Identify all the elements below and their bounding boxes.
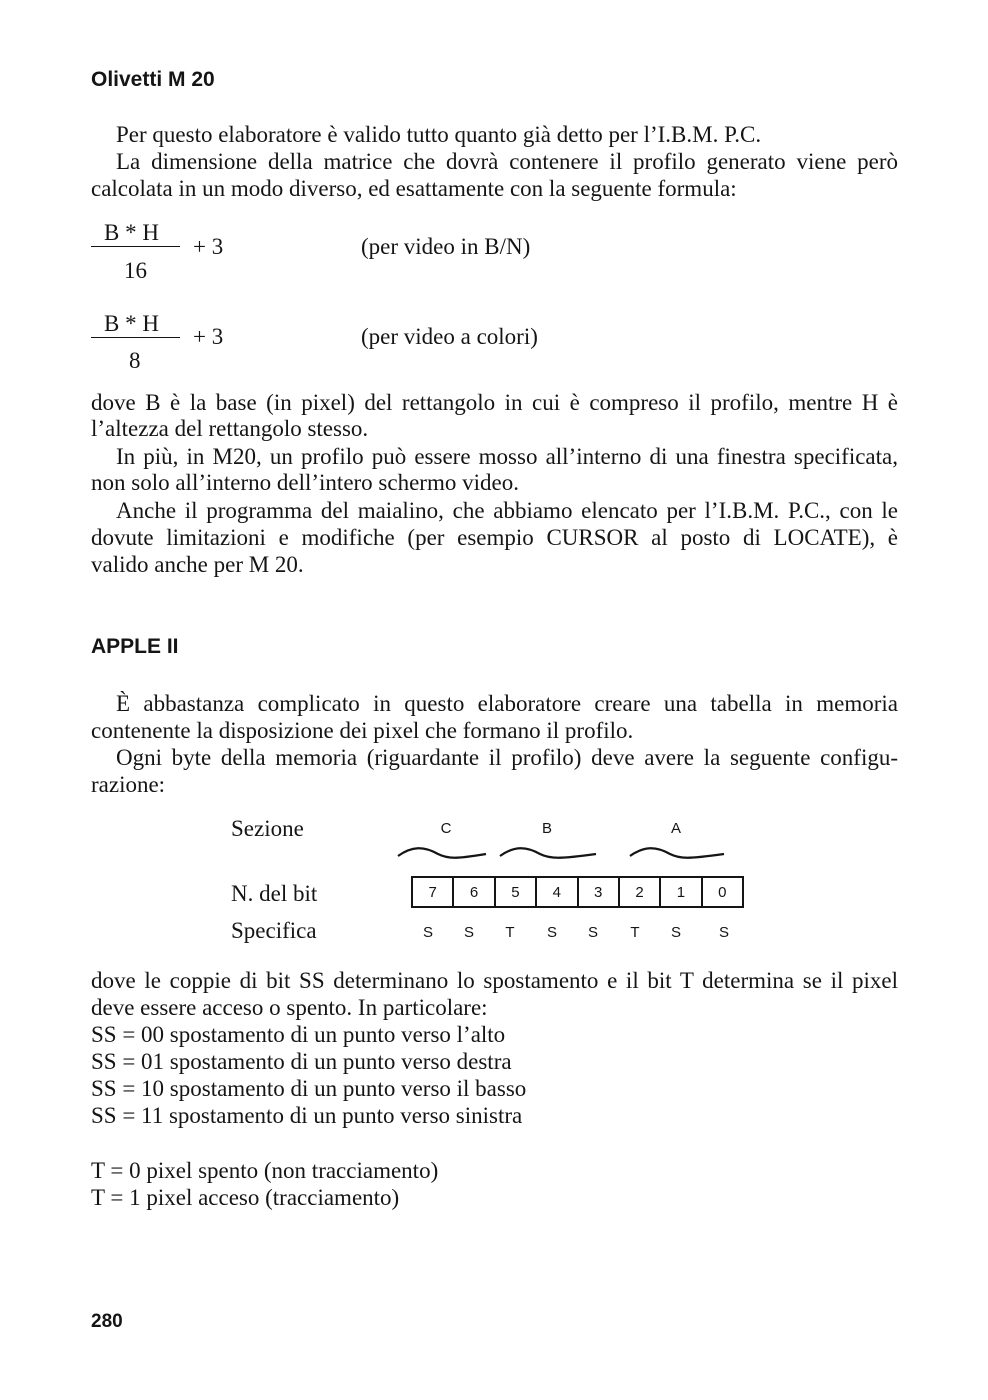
paragraph-line: Ogni byte della memoria (riguardante il profilo) deve avere la seguente configu-	[116, 745, 898, 770]
spec-letter: S	[546, 924, 557, 941]
formula-note: (per video a colori)	[361, 324, 538, 349]
section-letter-c: C	[440, 820, 452, 837]
page-number: 280	[91, 1311, 123, 1332]
bit-cell: 2	[620, 878, 661, 906]
spec-letter: S	[463, 924, 474, 941]
spec-letter: T	[505, 924, 515, 941]
section-heading-olivetti: Olivetti M 20	[91, 68, 215, 91]
list-item: SS = 10 spostamento di un punto verso il basso	[91, 1076, 527, 1101]
brace-b	[500, 848, 596, 858]
fraction-bar	[91, 246, 180, 247]
row-label-spec: Specifica	[231, 918, 317, 943]
bit-cell: 3	[579, 878, 620, 906]
list-item: SS = 00 spostamento di un punto verso l’alto	[91, 1022, 506, 1047]
formula-denominator: 8	[129, 348, 141, 373]
formula-plus: + 3	[193, 234, 224, 259]
section-letter-b: B	[541, 820, 552, 837]
paragraph-line: dove le coppie di bit SS determinano lo spostamento e il bit T determina se il pixel	[91, 968, 898, 993]
spec-letter: S	[670, 924, 681, 941]
formula-plus: + 3	[193, 324, 224, 349]
paragraph-line: razione:	[91, 772, 166, 797]
list-item: T = 0 pixel spento (non tracciamento)	[91, 1158, 439, 1183]
spec-letter: S	[718, 924, 729, 941]
paragraph-line: Per questo elaboratore è valido tutto quanto già detto per l’I.B.M. P.C.	[116, 122, 762, 147]
row-label-section: Sezione	[231, 816, 304, 841]
bit-box	[411, 876, 744, 908]
paragraph-line: contenente la disposizione dei pixel che formano il profilo.	[91, 718, 634, 743]
paragraph-line: La dimensione della matrice che dovrà contenere il profilo generato viene però	[116, 149, 898, 174]
paragraph-line: dove B è la base (in pixel) del rettangolo in cui è compreso il profilo, mentre H è	[91, 390, 898, 415]
paragraph-line: deve essere acceso o spento. In particolare:	[91, 995, 488, 1020]
section-heading-apple: APPLE II	[91, 635, 179, 658]
spec-letter: S	[422, 924, 433, 941]
spec-letter: S	[587, 924, 598, 941]
bit-cell: 0	[718, 883, 727, 901]
fraction-bar	[91, 337, 180, 338]
paragraph-line: È abbastanza complicato in questo elaboratore creare una tabella in memoria	[116, 691, 898, 716]
list-item: T = 1 pixel acceso (tracciamento)	[91, 1185, 400, 1210]
paragraph-line: dovute limitazioni e modifiche (per esempio CURSOR al posto di LOCATE), è	[91, 525, 898, 550]
brace-a	[630, 848, 724, 858]
row-label-bit-number: N. del bit	[231, 881, 318, 906]
bit-cell: 1	[661, 878, 702, 906]
formula-numerator: B * H	[104, 220, 159, 245]
bit-cell: 5	[496, 878, 537, 906]
formula-numerator: B * H	[104, 311, 159, 336]
paragraph-line: In più, in M20, un profilo può essere mosso all’interno di una finestra specificata,	[116, 444, 898, 469]
section-letter-a: A	[670, 820, 681, 837]
paragraph-line: non solo all’interno dell’intero schermo video.	[91, 470, 519, 495]
formula-note: (per video in B/N)	[361, 234, 531, 259]
bit-cell: 6	[454, 878, 495, 906]
paragraph-line: calcolata in un modo diverso, ed esattamente con la seguente formula:	[91, 176, 737, 201]
paragraph-line: Anche il programma del maialino, che abbiamo elencato per l’I.B.M. P.C., con le	[116, 498, 898, 523]
paragraph-line: valido anche per M 20.	[91, 552, 304, 577]
formula-denominator: 16	[124, 258, 147, 283]
spec-letter: T	[630, 924, 640, 941]
paragraph-line: l’altezza del rettangolo stesso.	[91, 416, 369, 441]
bit-cell: 4	[537, 878, 578, 906]
bit-cell: 7	[413, 878, 454, 906]
list-item: SS = 01 spostamento di un punto verso destra	[91, 1049, 512, 1074]
brace-c	[398, 848, 486, 858]
section-braces	[390, 842, 740, 866]
list-item: SS = 11 spostamento di un punto verso sinistra	[91, 1103, 523, 1128]
